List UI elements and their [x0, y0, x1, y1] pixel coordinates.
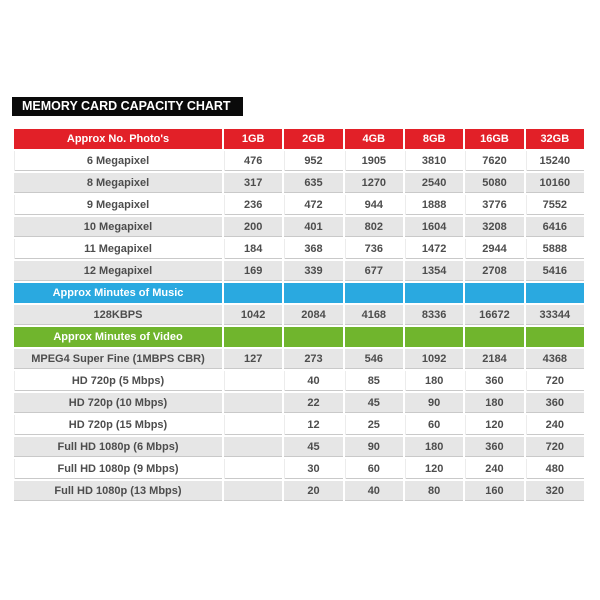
chart-title-bar [12, 97, 243, 116]
section-empty-cell [345, 283, 403, 303]
row-label-cell: HD 720p (5 Mbps) [14, 371, 222, 391]
value-cell: 635 [284, 173, 342, 193]
value-cell: 3810 [405, 151, 463, 171]
table-row [14, 437, 584, 457]
section-header-label: Approx Minutes of Music [14, 283, 222, 303]
header-capacity-cell: 1GB [224, 129, 282, 149]
value-cell: 5888 [526, 239, 584, 259]
value-cell [224, 393, 282, 413]
value-cell: 4368 [526, 349, 584, 369]
value-cell: 360 [465, 371, 523, 391]
section-empty-cell [224, 283, 282, 303]
table-row [14, 349, 584, 369]
value-cell: 720 [526, 371, 584, 391]
section-empty-cell [284, 327, 342, 347]
row-label-cell: HD 720p (15 Mbps) [14, 415, 222, 435]
value-cell: 180 [405, 371, 463, 391]
value-cell: 2540 [405, 173, 463, 193]
value-cell: 2184 [465, 349, 523, 369]
value-cell: 85 [345, 371, 403, 391]
value-cell: 1042 [224, 305, 282, 325]
value-cell: 472 [284, 195, 342, 215]
section-header-row-music [14, 283, 584, 303]
header-capacity-cell: 16GB [465, 129, 523, 149]
table-row [14, 305, 584, 325]
value-cell: 60 [405, 415, 463, 435]
row-label-cell: 8 Megapixel [14, 173, 222, 193]
value-cell: 3776 [465, 195, 523, 215]
value-cell: 360 [526, 393, 584, 413]
row-label-cell: 6 Megapixel [14, 151, 222, 171]
value-cell: 7552 [526, 195, 584, 215]
section-header-label: Approx Minutes of Video [14, 327, 222, 347]
value-cell [224, 415, 282, 435]
value-cell: 45 [284, 437, 342, 457]
value-cell: 6416 [526, 217, 584, 237]
value-cell: 2944 [465, 239, 523, 259]
row-label-cell: 11 Megapixel [14, 239, 222, 259]
header-capacity-cell: 32GB [526, 129, 584, 149]
header-row [14, 129, 584, 149]
value-cell: 476 [224, 151, 282, 171]
value-cell: 317 [224, 173, 282, 193]
table-row [14, 415, 584, 435]
section-empty-cell [465, 327, 523, 347]
value-cell: 184 [224, 239, 282, 259]
value-cell: 40 [345, 481, 403, 501]
value-cell: 546 [345, 349, 403, 369]
header-capacity-cell: 8GB [405, 129, 463, 149]
header-capacity-cell: 4GB [345, 129, 403, 149]
section-empty-cell [405, 327, 463, 347]
value-cell: 5080 [465, 173, 523, 193]
value-cell: 273 [284, 349, 342, 369]
row-label-cell: 10 Megapixel [14, 217, 222, 237]
value-cell: 1092 [405, 349, 463, 369]
section-empty-cell [465, 283, 523, 303]
value-cell: 720 [526, 437, 584, 457]
value-cell: 60 [345, 459, 403, 479]
value-cell: 25 [345, 415, 403, 435]
value-cell: 236 [224, 195, 282, 215]
value-cell: 8336 [405, 305, 463, 325]
value-cell: 7620 [465, 151, 523, 171]
value-cell: 802 [345, 217, 403, 237]
row-label-cell: 128KBPS [14, 305, 222, 325]
value-cell [224, 371, 282, 391]
value-cell: 339 [284, 261, 342, 281]
section-empty-cell [224, 327, 282, 347]
value-cell: 33344 [526, 305, 584, 325]
value-cell: 1354 [405, 261, 463, 281]
value-cell: 10160 [526, 173, 584, 193]
section-empty-cell [526, 283, 584, 303]
header-capacity-cell: 2GB [284, 129, 342, 149]
value-cell: 180 [465, 393, 523, 413]
value-cell: 2708 [465, 261, 523, 281]
value-cell: 3208 [465, 217, 523, 237]
value-cell [224, 481, 282, 501]
value-cell [224, 437, 282, 457]
value-cell: 180 [405, 437, 463, 457]
value-cell: 200 [224, 217, 282, 237]
value-cell: 160 [465, 481, 523, 501]
value-cell: 368 [284, 239, 342, 259]
value-cell: 401 [284, 217, 342, 237]
table-row [14, 481, 584, 501]
table-row [14, 173, 584, 193]
table-row [14, 371, 584, 391]
value-cell: 1888 [405, 195, 463, 215]
value-cell: 240 [526, 415, 584, 435]
value-cell: 120 [405, 459, 463, 479]
section-empty-cell [284, 283, 342, 303]
value-cell: 127 [224, 349, 282, 369]
value-cell: 1472 [405, 239, 463, 259]
section-empty-cell [345, 327, 403, 347]
chart-title: MEMORY CARD CAPACITY CHART [22, 99, 231, 113]
value-cell: 16672 [465, 305, 523, 325]
table-row [14, 239, 584, 259]
row-label-cell: Full HD 1080p (6 Mbps) [14, 437, 222, 457]
section-empty-cell [526, 327, 584, 347]
value-cell: 1604 [405, 217, 463, 237]
row-label-cell: Full HD 1080p (13 Mbps) [14, 481, 222, 501]
value-cell: 90 [405, 393, 463, 413]
row-label-cell: MPEG4 Super Fine (1MBPS CBR) [14, 349, 222, 369]
table-row [14, 151, 584, 171]
table-row [14, 261, 584, 281]
value-cell: 5416 [526, 261, 584, 281]
value-cell: 320 [526, 481, 584, 501]
value-cell: 240 [465, 459, 523, 479]
capacity-table [12, 127, 586, 503]
row-label-cell: HD 720p (10 Mbps) [14, 393, 222, 413]
value-cell: 30 [284, 459, 342, 479]
value-cell: 15240 [526, 151, 584, 171]
value-cell: 20 [284, 481, 342, 501]
value-cell: 952 [284, 151, 342, 171]
value-cell: 360 [465, 437, 523, 457]
value-cell: 736 [345, 239, 403, 259]
value-cell: 677 [345, 261, 403, 281]
section-header-row-video [14, 327, 584, 347]
value-cell: 480 [526, 459, 584, 479]
value-cell: 90 [345, 437, 403, 457]
value-cell: 1905 [345, 151, 403, 171]
value-cell: 45 [345, 393, 403, 413]
table-row [14, 195, 584, 215]
value-cell: 22 [284, 393, 342, 413]
value-cell: 80 [405, 481, 463, 501]
value-cell: 40 [284, 371, 342, 391]
table-row [14, 217, 584, 237]
section-empty-cell [405, 283, 463, 303]
header-label-cell: Approx No. Photo's [14, 129, 222, 149]
row-label-cell: 9 Megapixel [14, 195, 222, 215]
value-cell: 120 [465, 415, 523, 435]
value-cell: 169 [224, 261, 282, 281]
value-cell: 944 [345, 195, 403, 215]
value-cell [224, 459, 282, 479]
value-cell: 1270 [345, 173, 403, 193]
value-cell: 2084 [284, 305, 342, 325]
table-row [14, 393, 584, 413]
row-label-cell: 12 Megapixel [14, 261, 222, 281]
row-label-cell: Full HD 1080p (9 Mbps) [14, 459, 222, 479]
value-cell: 12 [284, 415, 342, 435]
value-cell: 4168 [345, 305, 403, 325]
table-row [14, 459, 584, 479]
